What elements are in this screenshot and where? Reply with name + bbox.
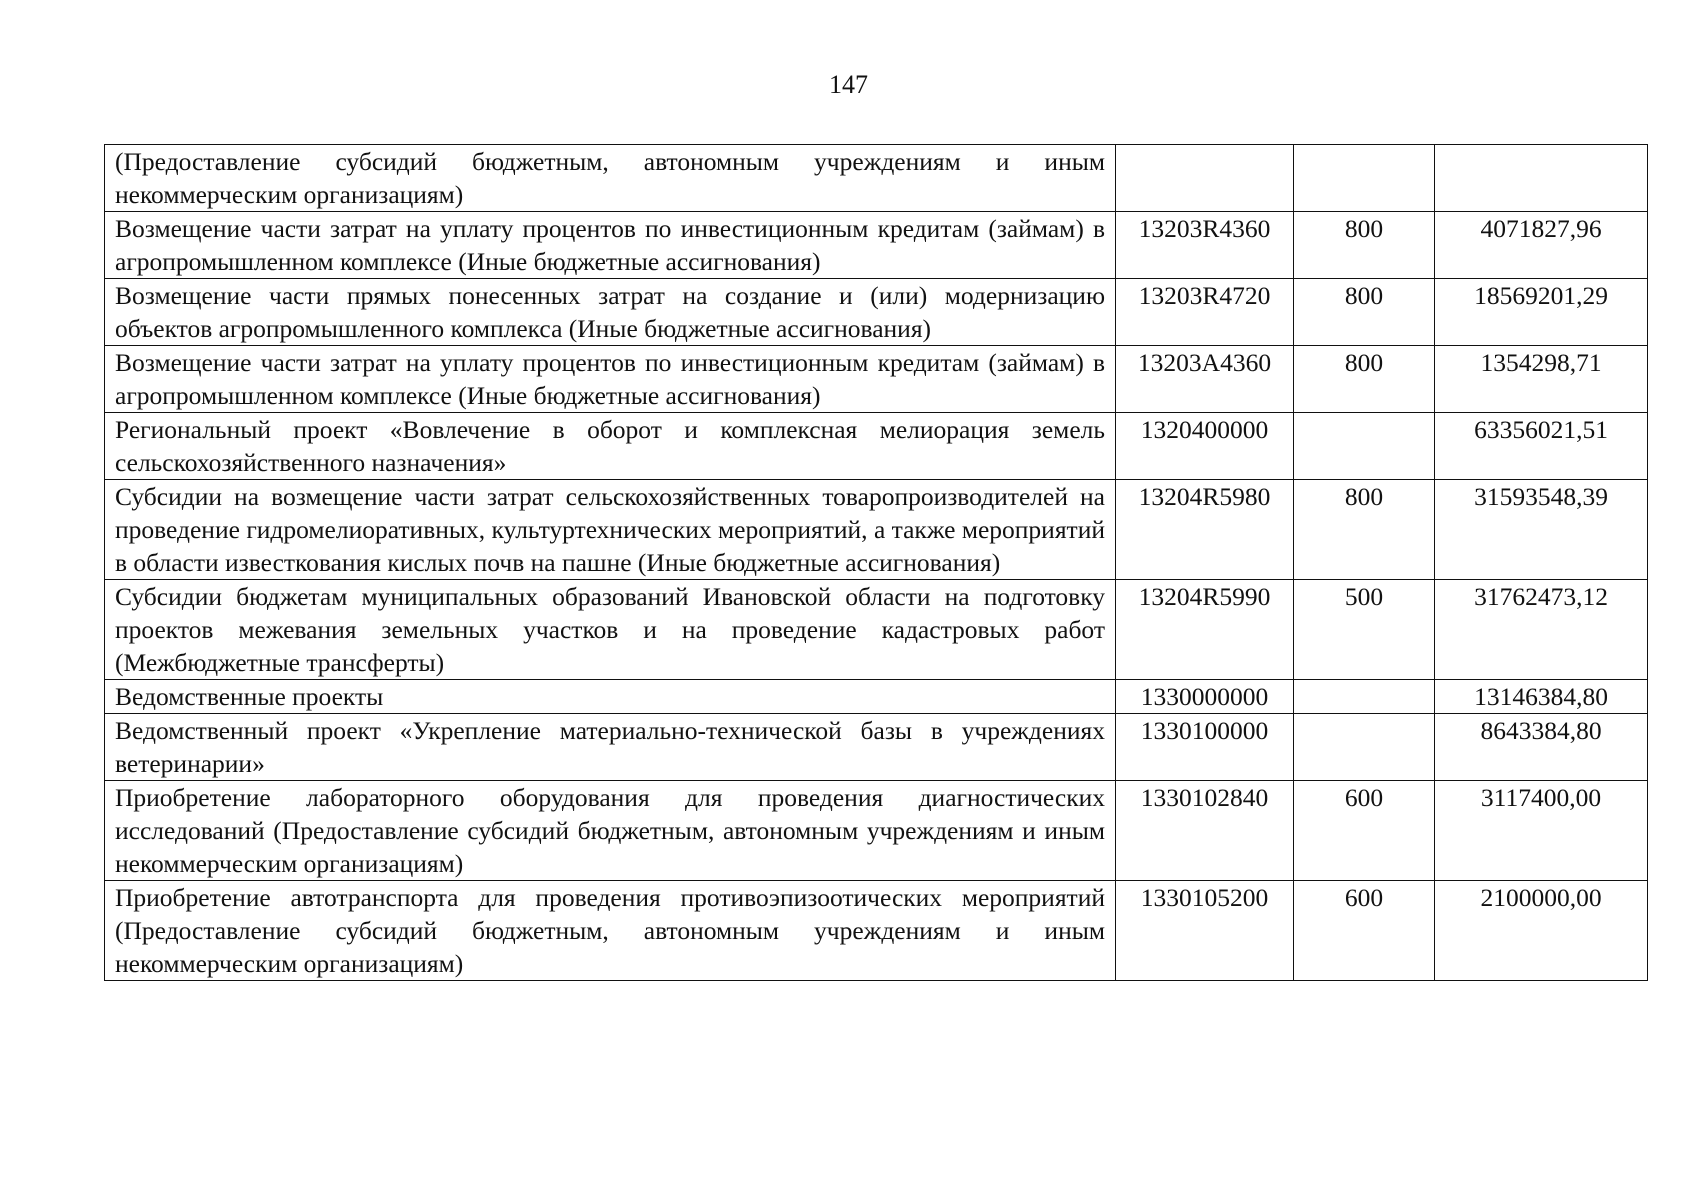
table-row	[105, 212, 1648, 279]
row-sum: 4071827,96	[1435, 212, 1648, 279]
row-name: Приобретение автотранспорта для проведения противоэпизоотических мероприятий (Предоставление субсидий бюджетным, автономным учреждениям и иным некоммерческим организациям)	[105, 881, 1116, 981]
row-expense-type	[1294, 145, 1435, 212]
row-name: Возмещение части затрат на уплату процентов по инвестиционным кредитам (займам) в агропромышленном комплексе (Иные бюджетные ассигнования)	[105, 346, 1116, 413]
row-code	[1116, 145, 1294, 212]
row-expense-type	[1294, 714, 1435, 781]
row-sum: 13146384,80	[1435, 680, 1648, 714]
row-expense-type: 500	[1294, 580, 1435, 680]
row-code: 1330102840	[1116, 781, 1294, 881]
row-code: 13204R5980	[1116, 480, 1294, 580]
row-sum: 2100000,00	[1435, 881, 1648, 981]
row-code: 1330000000	[1116, 680, 1294, 714]
row-sum	[1435, 145, 1648, 212]
page-number: 147	[829, 70, 868, 99]
row-expense-type: 800	[1294, 279, 1435, 346]
row-name: Возмещение части прямых понесенных затрат на создание и (или) модернизацию объектов агропромышленного комплекса (Иные бюджетные ассигнования)	[105, 279, 1116, 346]
row-sum: 31593548,39	[1435, 480, 1648, 580]
row-sum: 8643384,80	[1435, 714, 1648, 781]
table-row	[105, 413, 1648, 480]
table-row	[105, 346, 1648, 413]
table-row	[105, 480, 1648, 580]
row-name: Субсидии на возмещение части затрат сельскохозяйственных товаропроизводителей на проведение гидромелиоративных, культуртехнических мероприятий, а также мероприятий в области известкования кислых почв на пашне (Иные бюджетные ассигнования)	[105, 480, 1116, 580]
row-expense-type: 800	[1294, 480, 1435, 580]
row-sum: 63356021,51	[1435, 413, 1648, 480]
row-sum: 31762473,12	[1435, 580, 1648, 680]
row-name: Ведомственные проекты	[105, 680, 1116, 714]
row-expense-type	[1294, 680, 1435, 714]
table-row	[105, 580, 1648, 680]
row-expense-type: 600	[1294, 881, 1435, 981]
row-name: Возмещение части затрат на уплату процентов по инвестиционным кредитам (займам) в агропромышленном комплексе (Иные бюджетные ассигнования)	[105, 212, 1116, 279]
row-sum: 3117400,00	[1435, 781, 1648, 881]
row-code: 1330105200	[1116, 881, 1294, 981]
row-code: 1320400000	[1116, 413, 1294, 480]
row-expense-type: 800	[1294, 346, 1435, 413]
table-row	[105, 781, 1648, 881]
row-code: 13203R4720	[1116, 279, 1294, 346]
row-name: Региональный проект «Вовлечение в оборот и комплексная мелиорация земель сельскохозяйственного назначения»	[105, 413, 1116, 480]
row-name: Ведомственный проект «Укрепление материально-технической базы в учреждениях ветеринарии»	[105, 714, 1116, 781]
row-expense-type: 600	[1294, 781, 1435, 881]
row-sum: 1354298,71	[1435, 346, 1648, 413]
table-row	[105, 279, 1648, 346]
row-name: Приобретение лабораторного оборудования для проведения диагностических исследований (Предоставление субсидий бюджетным, автономным учреждениям и иным некоммерческим организациям)	[105, 781, 1116, 881]
table-row	[105, 145, 1648, 212]
budget-table	[104, 144, 1648, 981]
row-name: Субсидии бюджетам муниципальных образований Ивановской области на подготовку проектов межевания земельных участков и на проведение кадастровых работ (Межбюджетные трансферты)	[105, 580, 1116, 680]
table-row	[105, 714, 1648, 781]
table-row	[105, 881, 1648, 981]
row-code: 1330100000	[1116, 714, 1294, 781]
row-code: 13203R4360	[1116, 212, 1294, 279]
row-code: 13204R5990	[1116, 580, 1294, 680]
row-expense-type	[1294, 413, 1435, 480]
row-sum: 18569201,29	[1435, 279, 1648, 346]
row-expense-type: 800	[1294, 212, 1435, 279]
table-row	[105, 680, 1648, 714]
row-name: (Предоставление субсидий бюджетным, автономным учреждениям и иным некоммерческим организациям)	[105, 145, 1116, 212]
row-code: 13203А4360	[1116, 346, 1294, 413]
